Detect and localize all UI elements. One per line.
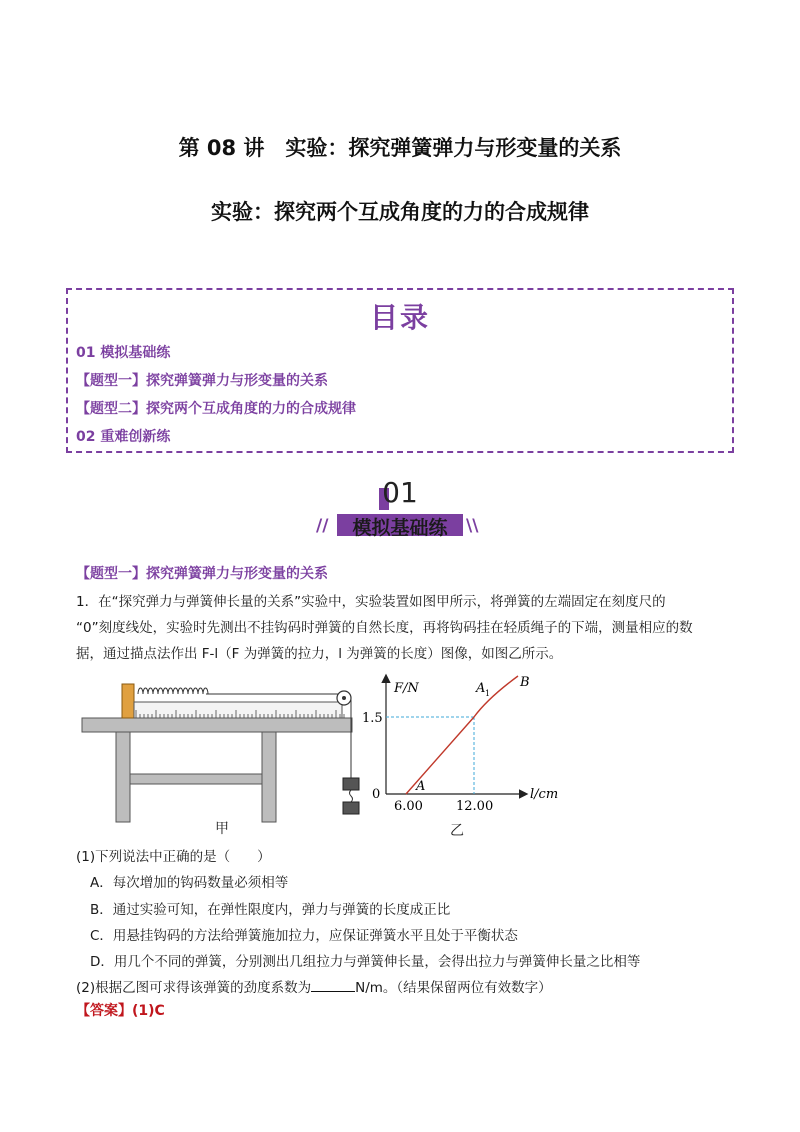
fl-curve [406,676,518,794]
x-tick-label-2: 12.00 [456,799,494,814]
subquestion-2-prefix: (2)根据乙图可求得该弹簧的劲度系数为 [76,980,312,996]
wall-block [122,684,134,718]
subquestion-1: (1)下列说法中正确的是（ ） [76,849,271,865]
y-tick-label: 1.5 [362,711,383,726]
table-leg-left [116,732,130,822]
ruler [134,702,342,718]
origin-label: 0 [372,787,381,802]
option-a[interactable]: A．每次增加的钩码数量必须相等 [90,875,289,891]
page-subtitle: 实验：探究两个互成角度的力的合成规律 [211,200,589,224]
toc-title: 目录 [369,301,430,334]
option-c[interactable]: C．用悬挂钩码的方法给弹簧施加拉力，应保证弹簧水平且处于平衡状态 [90,928,518,944]
slash-left-icon: // [316,516,329,536]
subquestion-2-suffix: N/m。（结果保留两位有效数字） [355,980,552,996]
toc-item-type2[interactable]: 【题型二】探究两个互成角度的力的合成规律 [76,401,356,417]
weight-2 [343,802,359,814]
section-number: 01 [382,476,418,509]
option-d[interactable]: D．用几个不同的弹簧，分别测出几组拉力与弹簧伸长量，会得出拉力与弹簧伸长量之比相等 [90,954,641,970]
point-b-label: B [520,675,530,690]
point-a1-label: A [476,681,486,696]
table-top [82,718,352,732]
question-line-2: “0”刻度线处，实验时先测出不挂钩码时弹簧的自然长度，再将钩码挂在轻质绳子的下端，测量相应的数 [76,620,693,636]
weight-1 [343,778,359,790]
question-line-1: 1．在“探究弹力与弹簧伸长量的关系”实验中，实验装置如图甲所示，将弹簧的左端固定在刻度尺的 [76,594,666,610]
question-line-3: 据，通过描点法作出 F-l（F 为弹簧的拉力，l 为弹簧的长度）图像，如图乙所示。 [76,646,563,662]
spring [138,688,208,694]
x-axis-label: l/cm [530,787,559,802]
toc-box [66,288,734,453]
answer-label: 【答案】(1)C [76,1003,165,1019]
y-axis-label: F/N [394,681,419,696]
x-tick-label-1: 6.00 [394,799,423,814]
point-a-label: A [416,779,426,794]
question-type-heading: 【题型一】探究弹簧弹力与形变量的关系 [76,566,328,582]
table-leg-right [262,732,276,822]
toc-item-type1[interactable]: 【题型一】探究弹簧弹力与形变量的关系 [76,373,328,389]
page-title: 第 08 讲 实验：探究弹簧弹力与形变量的关系 [178,136,622,160]
option-b[interactable]: B．通过实验可知，在弹性限度内，弹力与弹簧的长度成正比 [90,902,451,918]
apparatus-figure [76,670,376,830]
fl-graph [360,670,580,820]
figure-caption-jia: 甲 [215,821,229,837]
table-crossbar [130,774,262,784]
toc-item-advanced[interactable]: 02 重难创新练 [76,429,171,445]
toc-item-basic[interactable]: 01 模拟基础练 [76,345,171,361]
point-a1-subscript: 1 [485,689,491,698]
subquestion-2 [76,976,552,996]
figure-caption-yi: 乙 [450,823,464,839]
answer-blank[interactable] [311,979,355,992]
section-name: 模拟基础练 [352,517,448,539]
slash-right-icon: \\ [466,516,479,536]
